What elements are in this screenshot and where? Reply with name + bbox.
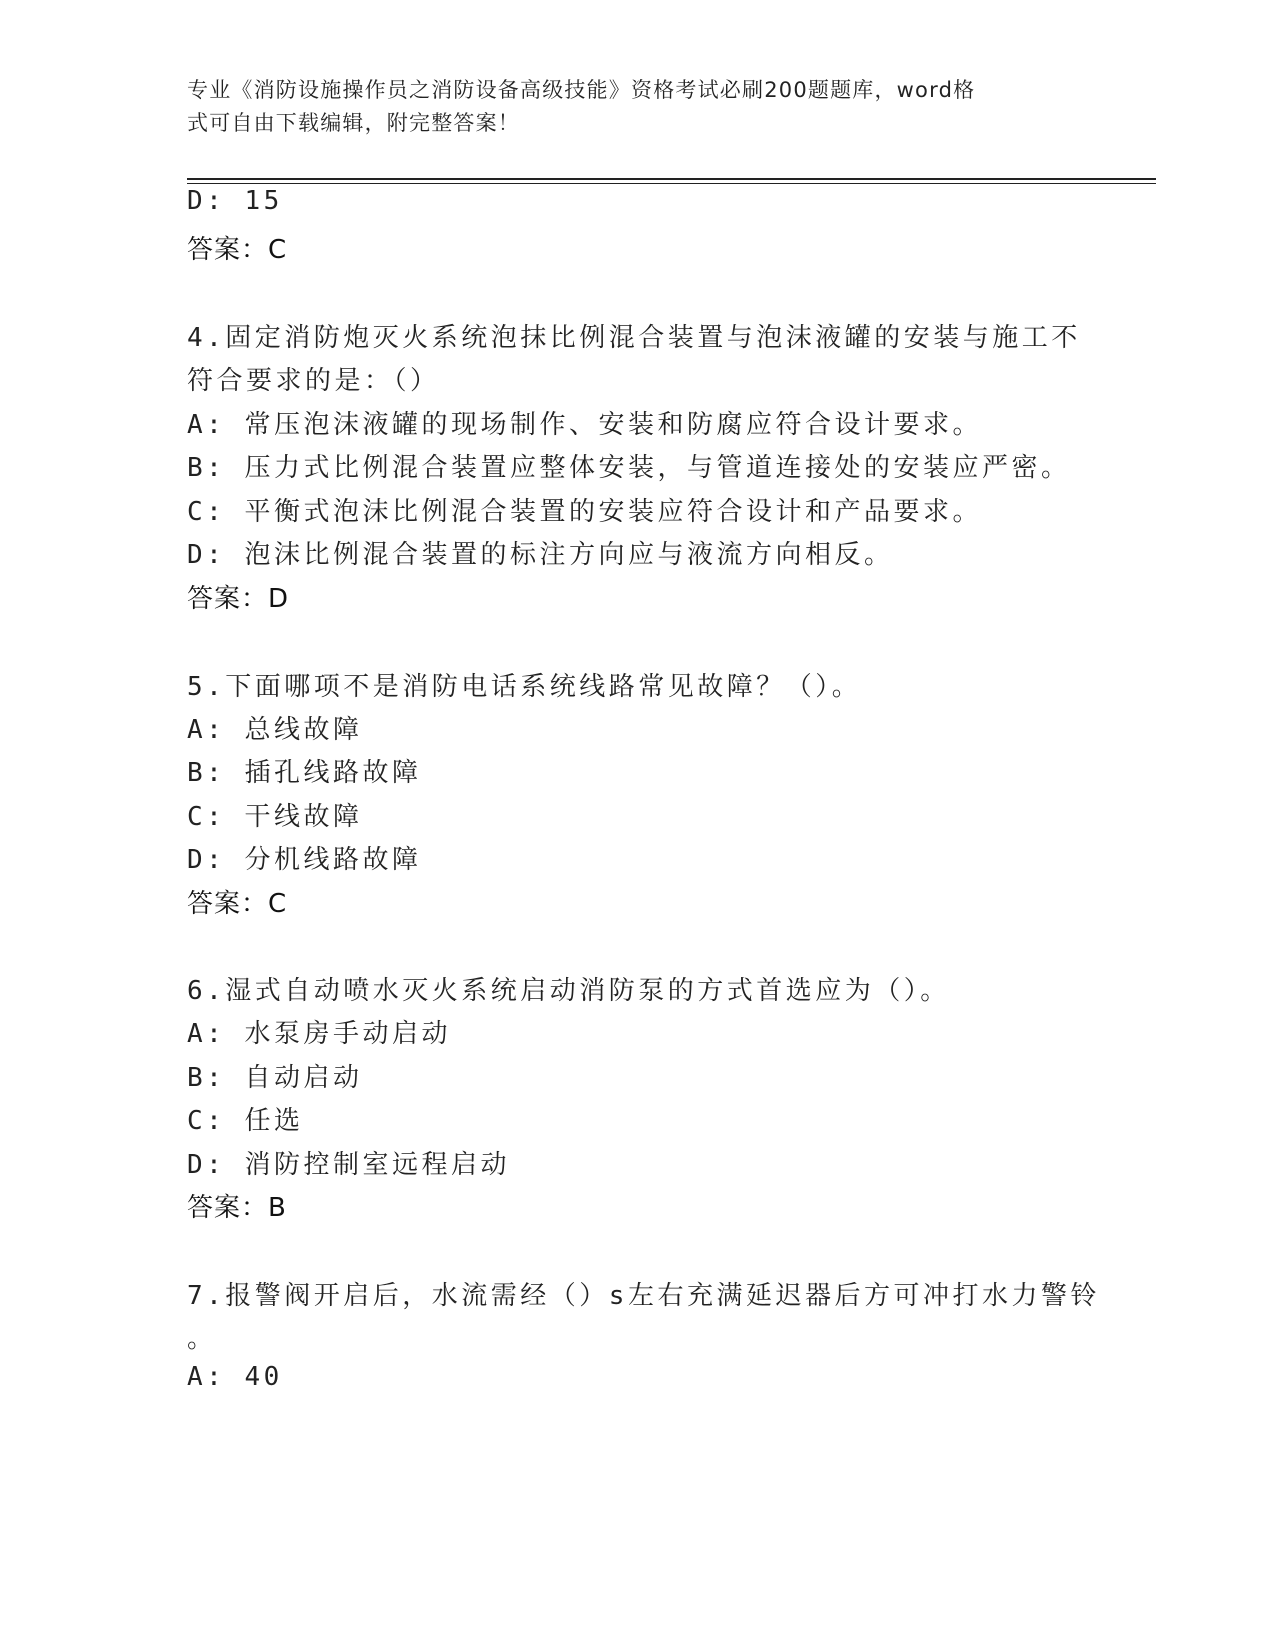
header-divider-thick	[187, 178, 1156, 180]
q4-question-line-2: 符合要求的是：（）	[187, 366, 440, 396]
document-header	[187, 74, 1067, 140]
q5-option-a: A: 总线故障	[187, 715, 363, 745]
header-divider-thin	[187, 183, 1156, 184]
q3-answer: 答案：C	[187, 235, 288, 265]
q4-option-a: A: 常压泡沫液罐的现场制作、安装和防腐应符合设计要求。	[187, 410, 982, 440]
q5-question: 5.下面哪项不是消防电话系统线路常见故障？（）。	[187, 672, 862, 702]
q4-question-line-1: 4.固定消防炮灭火系统泡抹比例混合装置与泡沫液罐的安装与施工不	[187, 323, 1081, 353]
q7-option-a: A: 40	[187, 1362, 283, 1392]
q5-option-c: C: 干线故障	[187, 802, 363, 832]
q6-answer: 答案：B	[187, 1193, 287, 1223]
q4-option-b: B: 压力式比例混合装置应整体安装，与管道连接处的安装应严密。	[187, 453, 1071, 483]
q4-answer: 答案：D	[187, 584, 290, 614]
q6-option-b: B: 自动启动	[187, 1063, 363, 1093]
q7-question-line-2: 。	[187, 1324, 217, 1354]
header-line-2: 式可自由下载编辑，附完整答案！	[187, 111, 520, 135]
q4-option-c: C: 平衡式泡沫比例混合装置的安装应符合设计和产品要求。	[187, 497, 982, 527]
q4-option-d: D: 泡沫比例混合装置的标注方向应与液流方向相反。	[187, 540, 894, 570]
q5-option-d: D: 分机线路故障	[187, 845, 422, 875]
q6-option-c: C: 任选	[187, 1106, 304, 1136]
q6-option-a: A: 水泵房手动启动	[187, 1019, 451, 1049]
q5-answer: 答案：C	[187, 889, 288, 919]
header-line-1: 专业《消防设施操作员之消防设备高级技能》资格考试必刷200题题库，word格	[187, 78, 976, 102]
q3-option-d: D: 15	[187, 186, 283, 216]
q7-question-line-1: 7.报警阀开启后，水流需经（）s左右充满延迟器后方可冲打水力警铃	[187, 1281, 1100, 1311]
q6-option-d: D: 消防控制室远程启动	[187, 1150, 510, 1180]
q5-option-b: B: 插孔线路故障	[187, 758, 422, 788]
q6-question: 6.湿式自动喷水灭火系统启动消防泵的方式首选应为（）。	[187, 976, 950, 1006]
